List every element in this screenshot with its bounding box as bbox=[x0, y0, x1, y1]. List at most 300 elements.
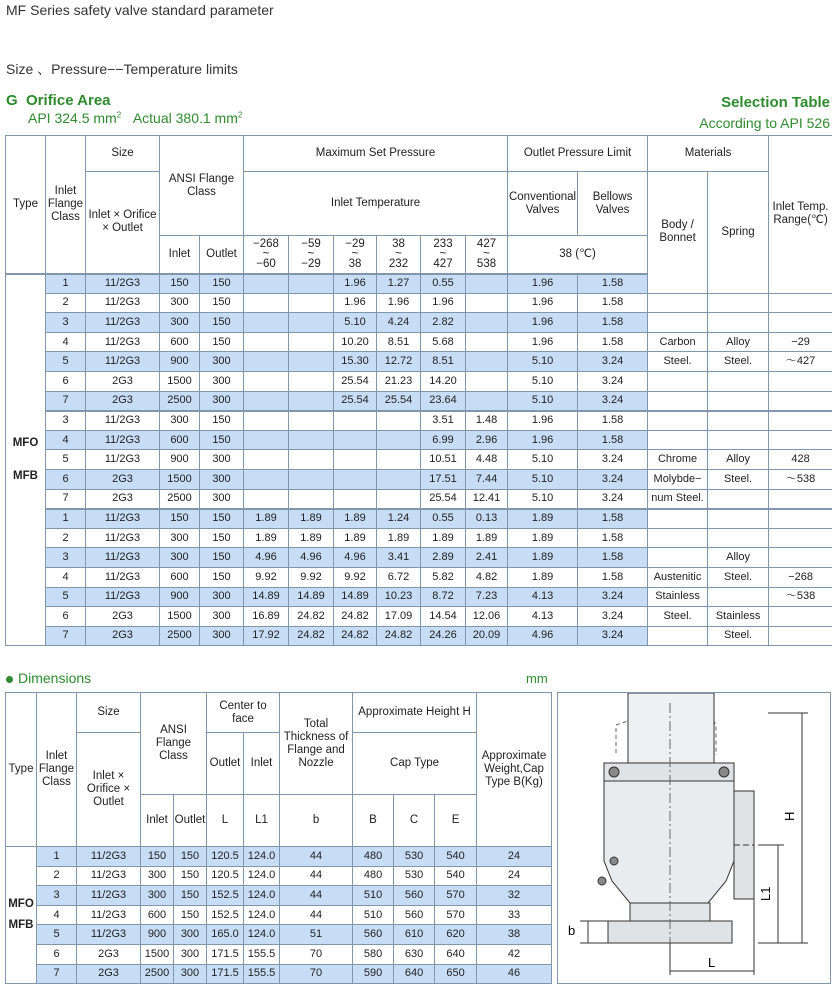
selection-cell: 17.51 bbox=[421, 469, 466, 489]
selection-cell bbox=[648, 509, 708, 529]
selection-cell: 1.48 bbox=[466, 411, 508, 431]
valve-drawing-svg bbox=[558, 693, 830, 983]
selection-cell: Steel. bbox=[648, 607, 708, 627]
selection-cell: 11/2G3 bbox=[86, 411, 160, 431]
selection-cell: 150 bbox=[200, 567, 244, 587]
selection-row bbox=[6, 411, 832, 431]
selection-cell bbox=[466, 293, 508, 313]
dimensions-cell: 610 bbox=[394, 925, 435, 945]
selection-cell: 2500 bbox=[160, 626, 200, 646]
col-temp-range-2: −59 ~ −29 bbox=[289, 236, 334, 274]
selection-cell bbox=[769, 626, 832, 646]
dimensions-cell: 44 bbox=[280, 866, 353, 886]
selection-cell: 150 bbox=[200, 430, 244, 450]
selection-cell: 1.58 bbox=[578, 274, 648, 294]
selection-cell: 2.96 bbox=[466, 430, 508, 450]
dimensions-cell: 33 bbox=[477, 905, 552, 925]
selection-cell: Steel. bbox=[708, 352, 769, 372]
selection-cell bbox=[708, 430, 769, 450]
dimensions-cell: 24 bbox=[477, 866, 552, 886]
selection-cell: 2G3 bbox=[86, 626, 160, 646]
selection-cell: 4.96 bbox=[289, 548, 334, 568]
selection-cell: 4 bbox=[46, 430, 86, 450]
selection-cell: 2G3 bbox=[86, 371, 160, 391]
selection-cell bbox=[289, 411, 334, 431]
selection-cell bbox=[708, 293, 769, 313]
selection-cell: 900 bbox=[160, 352, 200, 372]
col-temp-range-1: −268 ~ −60 bbox=[244, 236, 289, 274]
selection-cell: 10.51 bbox=[421, 450, 466, 470]
selection-cell: 1.89 bbox=[508, 548, 578, 568]
dimensions-cell: 44 bbox=[280, 847, 353, 867]
selection-cell: 4.13 bbox=[508, 587, 578, 607]
selection-cell: 300 bbox=[160, 548, 200, 568]
selection-cell: 1.58 bbox=[578, 313, 648, 333]
dimensions-cell: 620 bbox=[435, 925, 477, 945]
col-inlet-flange-class: Inlet Flange Class bbox=[46, 136, 86, 274]
dimensions-cell: 165.0 bbox=[207, 925, 244, 945]
selection-cell: 6.99 bbox=[421, 430, 466, 450]
dimensions-row bbox=[6, 886, 552, 906]
selection-row bbox=[6, 489, 832, 509]
selection-cell: 11/2G3 bbox=[86, 567, 160, 587]
orifice-heading bbox=[6, 92, 111, 109]
selection-cell: 1 bbox=[46, 509, 86, 529]
dimensions-cell: 2 bbox=[37, 866, 77, 886]
selection-cell: 1.58 bbox=[578, 332, 648, 352]
selection-cell bbox=[289, 293, 334, 313]
selection-cell: 300 bbox=[200, 450, 244, 470]
selection-cell: Carbon bbox=[648, 332, 708, 352]
selection-cell: 1.96 bbox=[508, 313, 578, 333]
dimensions-cell: 300 bbox=[174, 964, 207, 984]
col-temp-range-6: 427 ~ 538 bbox=[466, 236, 508, 274]
selection-cell: 3.24 bbox=[578, 391, 648, 411]
selection-cell bbox=[708, 489, 769, 509]
selection-cell: 2.89 bbox=[421, 548, 466, 568]
selection-cell: Chrome bbox=[648, 450, 708, 470]
selection-cell: 23.64 bbox=[421, 391, 466, 411]
selection-cell: 16.89 bbox=[244, 607, 289, 627]
selection-cell: 150 bbox=[200, 548, 244, 568]
selection-cell: 5.10 bbox=[508, 371, 578, 391]
selection-cell: 24.82 bbox=[334, 607, 377, 627]
selection-cell: 3.24 bbox=[578, 371, 648, 391]
drawing-label-L1: L1 bbox=[758, 886, 773, 901]
selection-cell bbox=[708, 371, 769, 391]
dimensions-row bbox=[6, 866, 552, 886]
dimensions-cell: 6 bbox=[37, 944, 77, 964]
dimensions-cell: 560 bbox=[394, 886, 435, 906]
dimensions-cell: 570 bbox=[435, 905, 477, 925]
dimensions-cell: 24 bbox=[477, 847, 552, 867]
selection-cell: 2G3 bbox=[86, 391, 160, 411]
selection-cell: 6 bbox=[46, 371, 86, 391]
dimensions-cell: 11/2G3 bbox=[77, 905, 141, 925]
selection-table bbox=[5, 135, 832, 646]
selection-cell: 600 bbox=[160, 430, 200, 450]
selection-cell bbox=[769, 430, 832, 450]
selection-cell: 300 bbox=[200, 587, 244, 607]
dim-col-inlet-flange-class: Inlet Flange Class bbox=[37, 693, 77, 847]
selection-cell: 11/2G3 bbox=[86, 274, 160, 294]
selection-cell: 6 bbox=[46, 469, 86, 489]
selection-cell: 3 bbox=[46, 313, 86, 333]
dimensions-cell: 155.5 bbox=[244, 964, 280, 984]
selection-row bbox=[6, 567, 832, 587]
selection-cell: Molybde− bbox=[648, 469, 708, 489]
selection-cell: 1.58 bbox=[578, 528, 648, 548]
selection-cell bbox=[244, 489, 289, 509]
selection-cell bbox=[334, 469, 377, 489]
selection-cell: ～538 bbox=[769, 469, 832, 489]
dimensions-table bbox=[5, 692, 552, 984]
selection-cell: −268 bbox=[769, 567, 832, 587]
type-name-mfo: MFO bbox=[12, 436, 39, 449]
selection-cell: 24.26 bbox=[421, 626, 466, 646]
dimensions-cell: 590 bbox=[353, 964, 394, 984]
selection-cell: 300 bbox=[160, 528, 200, 548]
selection-cell: 1.96 bbox=[508, 411, 578, 431]
dim-col-ctf-inlet: Inlet bbox=[244, 733, 280, 795]
selection-cell: 12.06 bbox=[466, 607, 508, 627]
selection-cell bbox=[466, 313, 508, 333]
selection-cell bbox=[377, 411, 421, 431]
selection-cell: 20.09 bbox=[466, 626, 508, 646]
selection-cell: 6.72 bbox=[377, 567, 421, 587]
dim-col-center-to-face: Center to face bbox=[207, 693, 280, 733]
selection-cell: 1.89 bbox=[508, 528, 578, 548]
selection-cell: 300 bbox=[200, 352, 244, 372]
selection-cell: 4.96 bbox=[508, 626, 578, 646]
col-ansi: ANSI Flange Class bbox=[160, 136, 244, 236]
dimensions-cell: 11/2G3 bbox=[77, 925, 141, 945]
orifice-title: Orifice Area bbox=[26, 92, 111, 109]
selection-cell: 25.54 bbox=[334, 371, 377, 391]
dimensions-cell: 152.5 bbox=[207, 905, 244, 925]
dimensions-cell: 5 bbox=[37, 925, 77, 945]
col-temp-38: 38 (℃) bbox=[508, 236, 648, 274]
selection-cell bbox=[244, 313, 289, 333]
selection-cell bbox=[466, 332, 508, 352]
dim-col-cap-type: Cap Type bbox=[353, 733, 477, 795]
selection-cell: 150 bbox=[200, 293, 244, 313]
selection-cell bbox=[648, 626, 708, 646]
selection-cell: 300 bbox=[200, 469, 244, 489]
selection-cell: 4.96 bbox=[334, 548, 377, 568]
dimensions-row bbox=[6, 944, 552, 964]
selection-cell: 4 bbox=[46, 567, 86, 587]
selection-cell: 11/2G3 bbox=[86, 332, 160, 352]
dimensions-row bbox=[6, 905, 552, 925]
selection-cell: 14.89 bbox=[289, 587, 334, 607]
selection-cell bbox=[244, 293, 289, 313]
dimensions-cell: 630 bbox=[394, 944, 435, 964]
selection-cell bbox=[244, 430, 289, 450]
selection-cell: 3.24 bbox=[578, 469, 648, 489]
dimensions-cell: 150 bbox=[174, 886, 207, 906]
selection-cell: 9.92 bbox=[289, 567, 334, 587]
dimensions-cell: 124.0 bbox=[244, 847, 280, 867]
selection-cell: 12.41 bbox=[466, 489, 508, 509]
selection-cell: 1.96 bbox=[508, 430, 578, 450]
selection-cell: 7.23 bbox=[466, 587, 508, 607]
selection-cell: num Steel. bbox=[648, 489, 708, 509]
selection-cell: 1.89 bbox=[244, 528, 289, 548]
dimensions-cell: 530 bbox=[394, 866, 435, 886]
selection-cell: 1.58 bbox=[578, 509, 648, 529]
selection-cell: 3.24 bbox=[578, 607, 648, 627]
selection-cell: 1.58 bbox=[578, 411, 648, 431]
selection-cell: 1.89 bbox=[508, 509, 578, 529]
selection-cell bbox=[708, 313, 769, 333]
dimensions-cell: 570 bbox=[435, 886, 477, 906]
selection-row bbox=[6, 607, 832, 627]
dimensions-unit: mm bbox=[526, 671, 548, 686]
dimensions-title: Dimensions bbox=[18, 670, 92, 686]
selection-cell: 5 bbox=[46, 587, 86, 607]
selection-cell bbox=[289, 332, 334, 352]
dimensions-heading bbox=[6, 670, 91, 686]
col-type: Type bbox=[6, 136, 46, 274]
selection-row bbox=[6, 352, 832, 372]
col-temp-range-3: −29 ~ 38 bbox=[334, 236, 377, 274]
selection-cell bbox=[769, 607, 832, 627]
selection-cell: 17.09 bbox=[377, 607, 421, 627]
selection-cell bbox=[466, 391, 508, 411]
dim-type-cell bbox=[6, 847, 37, 984]
selection-cell: 1500 bbox=[160, 371, 200, 391]
selection-cell: 11/2G3 bbox=[86, 548, 160, 568]
drawing-label-H: H bbox=[782, 811, 797, 821]
dimensions-cell: 44 bbox=[280, 905, 353, 925]
selection-cell: 11/2G3 bbox=[86, 587, 160, 607]
selection-cell: 14.54 bbox=[421, 607, 466, 627]
selection-cell: 11/2G3 bbox=[86, 352, 160, 372]
selection-cell bbox=[769, 509, 832, 529]
selection-cell: 5.10 bbox=[508, 450, 578, 470]
selection-cell: 1.89 bbox=[421, 528, 466, 548]
selection-cell: 4.82 bbox=[466, 567, 508, 587]
dimensions-cell: 480 bbox=[353, 847, 394, 867]
drawing-label-L: L bbox=[708, 955, 716, 970]
dimensions-cell: 120.5 bbox=[207, 866, 244, 886]
dimensions-cell: 300 bbox=[174, 925, 207, 945]
selection-cell bbox=[708, 411, 769, 431]
selection-cell: 3.24 bbox=[578, 352, 648, 372]
selection-cell: Austenitic bbox=[648, 567, 708, 587]
selection-cell: Alloy bbox=[708, 450, 769, 470]
selection-cell: 5.10 bbox=[508, 469, 578, 489]
dimensions-cell: 1 bbox=[37, 847, 77, 867]
dimensions-cell: 124.0 bbox=[244, 905, 280, 925]
selection-cell: 300 bbox=[160, 411, 200, 431]
selection-cell: 4.24 bbox=[377, 313, 421, 333]
col-materials: Materials bbox=[648, 136, 769, 172]
selection-cell: 1500 bbox=[160, 469, 200, 489]
selection-cell bbox=[289, 450, 334, 470]
selection-cell: 1.96 bbox=[508, 274, 578, 294]
selection-cell: 1500 bbox=[160, 607, 200, 627]
selection-cell: 25.54 bbox=[377, 391, 421, 411]
selection-cell: Stainless bbox=[648, 587, 708, 607]
selection-cell: 2.41 bbox=[466, 548, 508, 568]
dim-col-inlet: Inlet bbox=[141, 795, 174, 847]
selection-cell: 11/2G3 bbox=[86, 509, 160, 529]
selection-cell: 2500 bbox=[160, 489, 200, 509]
selection-cell: 1.89 bbox=[334, 509, 377, 529]
dimensions-cell: 38 bbox=[477, 925, 552, 945]
selection-cell bbox=[289, 313, 334, 333]
dimensions-row bbox=[6, 847, 552, 867]
dimensions-cell: 560 bbox=[394, 905, 435, 925]
selection-cell: 428 bbox=[769, 450, 832, 470]
selection-cell bbox=[244, 411, 289, 431]
selection-cell bbox=[244, 352, 289, 372]
selection-cell: 1.58 bbox=[578, 430, 648, 450]
selection-cell bbox=[244, 469, 289, 489]
selection-row bbox=[6, 332, 832, 352]
selection-cell: 300 bbox=[200, 607, 244, 627]
type-cell bbox=[6, 274, 46, 646]
selection-cell: 24.82 bbox=[377, 626, 421, 646]
selection-cell bbox=[466, 371, 508, 391]
dimensions-cell: 530 bbox=[394, 847, 435, 867]
dimensions-cell: 2500 bbox=[141, 964, 174, 984]
selection-cell: 11/2G3 bbox=[86, 450, 160, 470]
dimensions-row bbox=[6, 925, 552, 945]
dimensions-cell: 32 bbox=[477, 886, 552, 906]
selection-cell bbox=[648, 371, 708, 391]
selection-row bbox=[6, 469, 832, 489]
type-name-mfb: MFB bbox=[13, 469, 38, 482]
selection-cell bbox=[289, 371, 334, 391]
selection-cell bbox=[377, 469, 421, 489]
selection-cell: 5.10 bbox=[508, 489, 578, 509]
col-ansi-outlet: Outlet bbox=[200, 236, 244, 274]
api-area: API 324.5 mm bbox=[28, 110, 117, 126]
col-max-set-pressure: Maximum Set Pressure bbox=[244, 136, 508, 172]
selection-cell bbox=[289, 352, 334, 372]
selection-cell: 12.72 bbox=[377, 352, 421, 372]
selection-cell: 3.24 bbox=[578, 489, 648, 509]
dimensions-cell: 640 bbox=[435, 944, 477, 964]
selection-cell bbox=[769, 391, 832, 411]
document-title: MF Series safety valve standard parameter bbox=[6, 2, 274, 18]
dimensions-cell: 7 bbox=[37, 964, 77, 984]
selection-cell bbox=[648, 293, 708, 313]
dim-col-C: C bbox=[394, 795, 435, 847]
dimensions-cell: 3 bbox=[37, 886, 77, 906]
selection-cell: 9.92 bbox=[334, 567, 377, 587]
selection-cell: ～538 bbox=[769, 587, 832, 607]
selection-cell: 0.13 bbox=[466, 509, 508, 529]
selection-subtitle: According to API 526 bbox=[699, 115, 830, 131]
selection-cell: 2G3 bbox=[86, 469, 160, 489]
selection-cell: 150 bbox=[200, 528, 244, 548]
selection-cell bbox=[466, 274, 508, 294]
selection-cell bbox=[289, 274, 334, 294]
selection-cell: 900 bbox=[160, 587, 200, 607]
col-inlet-temp-range: Inlet Temp. Range(℃) bbox=[769, 136, 832, 294]
selection-cell bbox=[289, 469, 334, 489]
selection-cell: 1.89 bbox=[334, 528, 377, 548]
col-spring: Spring bbox=[708, 172, 769, 294]
selection-cell: 1.96 bbox=[421, 293, 466, 313]
col-conventional: Conventional Valves bbox=[508, 172, 578, 236]
selection-cell: 24.82 bbox=[289, 626, 334, 646]
selection-row bbox=[6, 293, 832, 313]
selection-row bbox=[6, 509, 832, 529]
selection-cell bbox=[648, 411, 708, 431]
selection-cell bbox=[244, 274, 289, 294]
dimensions-cell: 171.5 bbox=[207, 944, 244, 964]
dimensions-cell: 2G3 bbox=[77, 964, 141, 984]
selection-row bbox=[6, 587, 832, 607]
dimensions-cell: 300 bbox=[174, 944, 207, 964]
selection-cell bbox=[648, 391, 708, 411]
selection-cell: 5.10 bbox=[508, 391, 578, 411]
dim-col-L: L bbox=[207, 795, 244, 847]
selection-cell bbox=[289, 430, 334, 450]
selection-cell: 3.51 bbox=[421, 411, 466, 431]
selection-cell: 8.72 bbox=[421, 587, 466, 607]
selection-cell: 1.27 bbox=[377, 274, 421, 294]
dimensions-cell: 300 bbox=[141, 886, 174, 906]
col-size: Size bbox=[86, 136, 160, 172]
selection-cell: 300 bbox=[160, 313, 200, 333]
selection-cell bbox=[769, 371, 832, 391]
dimensions-cell: 900 bbox=[141, 925, 174, 945]
selection-cell: 24.82 bbox=[289, 607, 334, 627]
dim-type-name-mfo: MFO bbox=[8, 898, 34, 911]
dimensions-cell: 70 bbox=[280, 944, 353, 964]
selection-cell: 1.96 bbox=[377, 293, 421, 313]
selection-cell: 1.58 bbox=[578, 548, 648, 568]
dimensions-cell: 540 bbox=[435, 866, 477, 886]
selection-cell: 24.82 bbox=[334, 626, 377, 646]
selection-cell: 1.96 bbox=[508, 293, 578, 313]
dimensions-cell: 480 bbox=[353, 866, 394, 886]
selection-cell: 8.51 bbox=[377, 332, 421, 352]
selection-cell: 300 bbox=[200, 489, 244, 509]
dim-type-name-mfb: MFB bbox=[8, 919, 34, 932]
selection-cell: 6 bbox=[46, 607, 86, 627]
selection-cell bbox=[244, 371, 289, 391]
selection-cell: 7 bbox=[46, 626, 86, 646]
dimensions-row bbox=[6, 964, 552, 984]
selection-row bbox=[6, 450, 832, 470]
dimensions-cell: 171.5 bbox=[207, 964, 244, 984]
selection-cell: Steel. bbox=[708, 469, 769, 489]
selection-cell bbox=[708, 509, 769, 529]
dimensions-cell: 11/2G3 bbox=[77, 886, 141, 906]
dimensions-cell: 124.0 bbox=[244, 886, 280, 906]
dim-col-height: Approximate Height H bbox=[353, 693, 477, 733]
dim-col-outlet: Outlet bbox=[174, 795, 207, 847]
selection-cell: 14.89 bbox=[334, 587, 377, 607]
selection-cell: 5.82 bbox=[421, 567, 466, 587]
col-outlet-pressure-limit: Outlet Pressure Limit bbox=[508, 136, 648, 172]
selection-cell: 8.51 bbox=[421, 352, 466, 372]
dimensions-cell: 1500 bbox=[141, 944, 174, 964]
selection-cell: 1.58 bbox=[578, 293, 648, 313]
dimensions-cell: 600 bbox=[141, 905, 174, 925]
dim-col-type: Type bbox=[6, 693, 37, 847]
selection-cell: 10.20 bbox=[334, 332, 377, 352]
drawing-label-b: b bbox=[568, 923, 576, 938]
selection-cell: 300 bbox=[200, 626, 244, 646]
